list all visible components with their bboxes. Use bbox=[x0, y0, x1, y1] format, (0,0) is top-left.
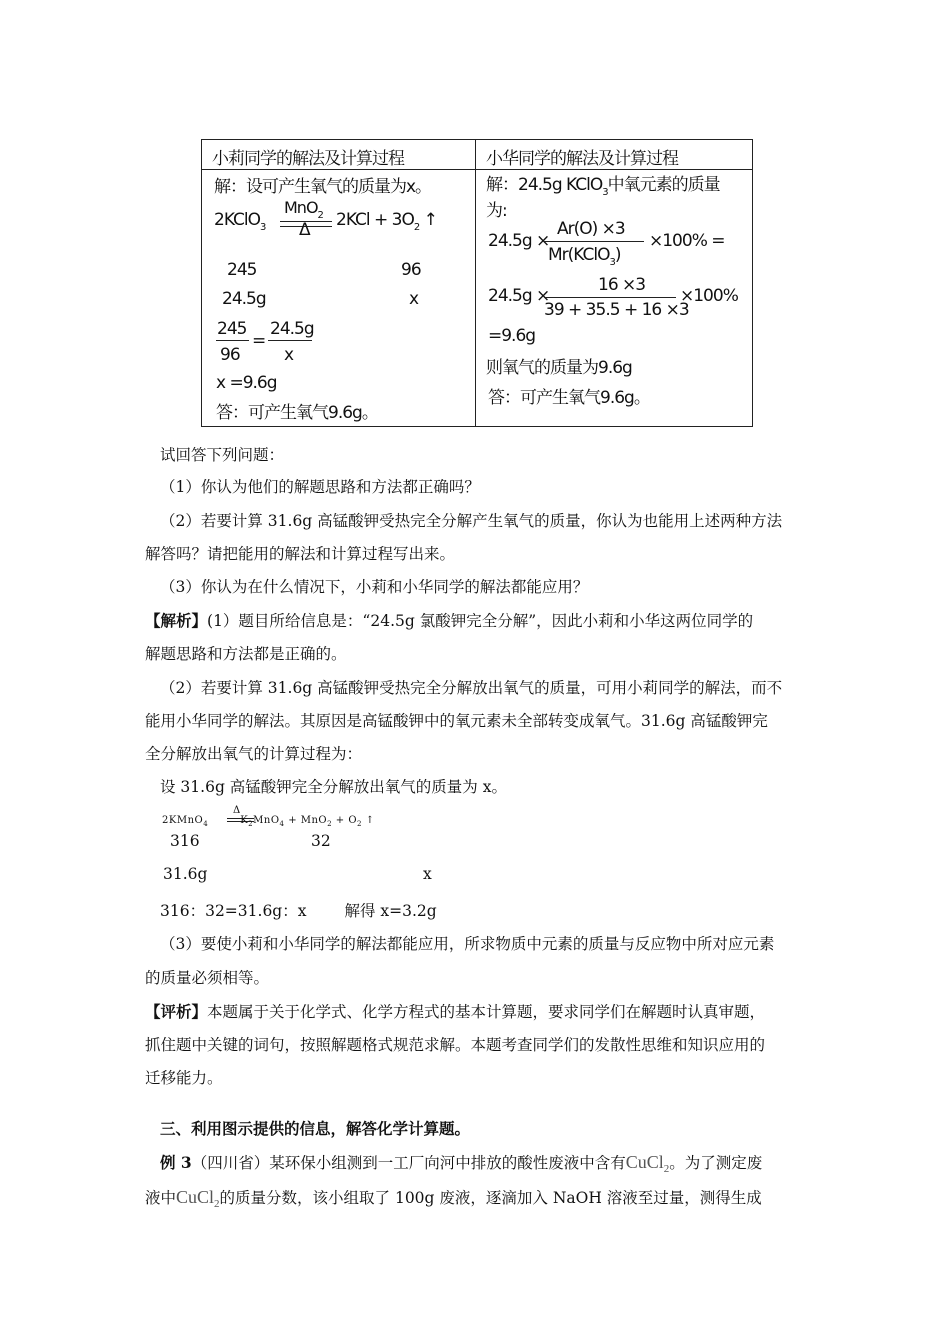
expr2-numerator: 16 ×3 bbox=[598, 275, 646, 295]
left-given-mass: 24.5g bbox=[222, 289, 266, 309]
expr2-denominator: 39 + 35.5 + 16 ×3 bbox=[544, 300, 689, 320]
analysis-line6: 设 31.6g 高锰酸钾完全分解放出氧气的质量为 x。 bbox=[160, 778, 507, 796]
fraction-a-denominator: 96 bbox=[220, 345, 240, 365]
expr1-bar bbox=[544, 241, 644, 242]
catalyst-label: MnO$_2$ bbox=[284, 198, 323, 221]
o2-unknown-mass: x bbox=[423, 865, 432, 883]
expr4: 则氧气的质量为9.6g bbox=[486, 358, 632, 378]
question-2-line2: 解答吗？请把能用的解法和计算过程写出来。 bbox=[145, 545, 456, 563]
table-column-divider bbox=[475, 140, 476, 426]
analysis-line2: 解题思路和方法都是正确的。 bbox=[145, 645, 347, 663]
left-molar-mass-1: 245 bbox=[227, 260, 257, 280]
analysis-line5: 全分解放出氧气的计算过程为： bbox=[145, 745, 363, 763]
fraction-b-bar bbox=[268, 340, 312, 341]
left-reactant: 2KClO$_3$ bbox=[214, 210, 266, 233]
kmno4-equation: 2KMnO$_4$ $K_2MnO_4 + MnO_2 + O_2$ ↑ bbox=[162, 815, 375, 828]
comment-line1: 【评析】本题属于关于化学式、化学方程式的基本计算题，要求同学们在解题时认真审题， bbox=[145, 1002, 766, 1021]
left-intro: 解：设可产生氧气的质量为x。 bbox=[214, 177, 432, 197]
proportion-line: 316：32=31.6g：x 解得 x=3.2g bbox=[160, 902, 437, 920]
analysis-line3: （2）若要计算 31.6g 高锰酸钾受热完全分解放出氧气的质量，可用小莉同学的解法，而不 bbox=[160, 679, 783, 697]
fraction-a-numerator: 245 bbox=[217, 319, 247, 339]
expr2-lead: 24.5g × bbox=[488, 286, 550, 306]
expr2-bar bbox=[544, 297, 676, 298]
section-3-heading: 三、利用图示提供的信息，解答化学计算题。 bbox=[160, 1119, 471, 1138]
fraction-a-bar bbox=[216, 340, 249, 341]
left-unknown: x bbox=[409, 289, 419, 309]
fraction-b-numerator: 24.5g bbox=[270, 319, 314, 339]
expr2-tail: ×100% bbox=[680, 286, 738, 306]
left-products: $2KCl + 3O_2$ ↑ bbox=[336, 210, 437, 233]
expr1-numerator: Ar(O) ×3 bbox=[557, 219, 625, 239]
left-molar-mass-2: 96 bbox=[401, 260, 421, 280]
o2-molar-mass: 32 bbox=[311, 832, 331, 850]
expr1-denominator: Mr(KClO$_3$) bbox=[548, 245, 621, 268]
right-column-header: 小华同学的解法及计算过程 bbox=[486, 149, 678, 169]
example-3-line1: 例 3（四川省）某环保小组测到一工厂向河中排放的酸性废液中含有CuCl$_2$。为了测定废 bbox=[160, 1152, 763, 1175]
question-2-line1: （2）若要计算 31.6g 高锰酸钾受热完全分解产生氧气的质量，你认为也能用上述两种方法 bbox=[160, 512, 783, 530]
right-intro: 解：24.5g KClO$_3$中氧元素的质量 bbox=[486, 175, 720, 198]
kmno4-given-mass: 31.6g bbox=[163, 865, 208, 883]
fraction-equals: = bbox=[252, 331, 266, 351]
left-answer: 答：可产生氧气9.6g。 bbox=[216, 403, 378, 423]
analysis-line4: 能用小华同学的解法。其原因是高锰酸钾中的氧元素未全部转变成氧气。31.6g 高锰酸钾完 bbox=[145, 712, 768, 730]
left-column-header: 小莉同学的解法及计算过程 bbox=[212, 149, 404, 169]
expr1-lead: 24.5g × bbox=[488, 231, 550, 251]
kmno4-molar-mass: 316 bbox=[170, 832, 200, 850]
analysis-line7: （3）要使小莉和小华同学的解法都能应用，所求物质中元素的质量与反应物中所对应元素 bbox=[160, 935, 775, 953]
left-result: x =9.6g bbox=[216, 373, 277, 393]
expr1-tail: ×100% = bbox=[649, 231, 725, 251]
comment-line3: 迁移能力。 bbox=[145, 1069, 223, 1087]
analysis-line8: 的质量必须相等。 bbox=[145, 969, 270, 987]
comment-line2: 抓住题中关键的词句，按照解题格式规范求解。本题考查同学们的发散性思维和知识应用的 bbox=[145, 1036, 766, 1054]
example-3-line2: 液中CuCl$_2$的质量分数，该小组取了 100g 废液，逐滴加入 NaOH 溶液至过量，测得生成 bbox=[145, 1187, 762, 1210]
right-answer: 答：可产生氧气9.6g。 bbox=[488, 388, 650, 408]
solution-comparison-table bbox=[201, 139, 753, 427]
question-1: （1）你认为他们的解题思路和方法都正确吗？ bbox=[160, 478, 480, 496]
right-intro-2: 为: bbox=[486, 201, 507, 221]
question-intro: 试回答下列问题： bbox=[160, 446, 285, 464]
heat-symbol: Δ bbox=[299, 220, 310, 240]
fraction-b-denominator: x bbox=[284, 345, 294, 365]
question-3: （3）你认为在什么情况下，小莉和小华同学的解法都能应用？ bbox=[160, 578, 589, 596]
analysis-line1: 【解析】(1）题目所给信息是：“24.5g 氯酸钾完全分解”，因此小莉和小华这两位同学的 bbox=[145, 611, 754, 630]
expr3: =9.6g bbox=[488, 326, 536, 346]
kmno4-heat-symbol: Δ bbox=[233, 805, 241, 816]
